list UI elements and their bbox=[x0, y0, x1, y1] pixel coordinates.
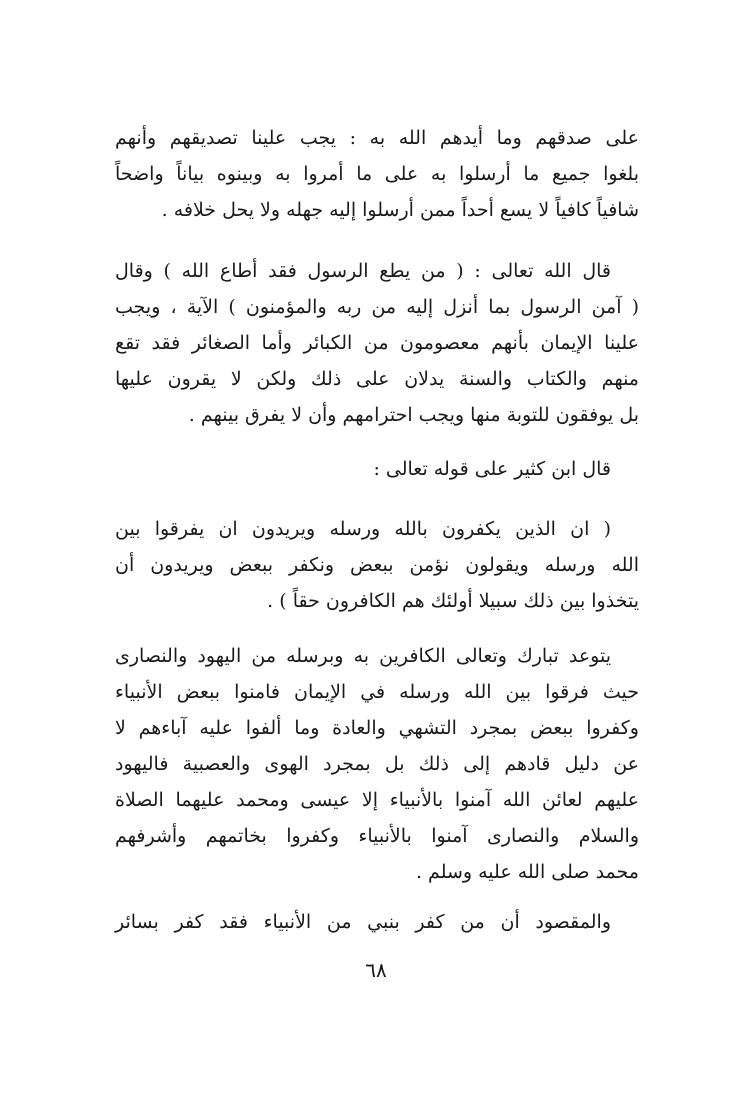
text-line: والمقصود أن من كفر بنبي من الأنبياء فقد كفر بسائر bbox=[115, 911, 611, 933]
text-line: الله ورسله ويقولون نؤمن ببعض ونكفر ببعض ويريدون أن bbox=[115, 554, 639, 576]
paragraph-1 bbox=[115, 120, 639, 228]
paragraph-3 bbox=[115, 451, 639, 487]
text-line: علينا الإيمان بأنهم معصومون من الكبائر وأما الصغائر فقد تقع bbox=[115, 332, 639, 354]
text-line: شافياً كافياً لا يسع أحداً ممن أرسلوا إليه جهله ولا يحل خلافه . bbox=[161, 199, 639, 221]
text-line: وكفروا ببعض بمجرد التشهي والعادة وما ألفوا عليه آباءهم لا bbox=[115, 717, 639, 739]
text-line: ( آمن الرسول بما أنزل إليه من ربه والمؤمنون ) الآية ، ويجب bbox=[115, 296, 639, 318]
page-number: ٦٨ bbox=[365, 958, 387, 982]
text-line: عليهم لعائن الله آمنوا بالأنبياء إلا عيسى ومحمد عليهما الصلاة bbox=[115, 789, 639, 811]
text-line: والسلام والنصارى آمنوا بالأنبياء وكفروا بخاتمهم وأشرفهم bbox=[115, 825, 639, 847]
paragraph-6 bbox=[115, 904, 639, 940]
paragraph-5 bbox=[115, 638, 639, 890]
text-line: محمد صلى الله عليه وسلم . bbox=[415, 861, 639, 883]
text-line: قال ابن كثير على قوله تعالى : bbox=[373, 458, 611, 480]
text-line: بلغوا جميع ما أرسلوا به على ما أمروا به وبينوه بياناً واضحاً bbox=[115, 163, 639, 185]
text-line: يتوعد تبارك وتعالى الكافرين به وبرسله من اليهود والنصارى bbox=[115, 645, 611, 667]
text-line: بل يوفقون للتوبة منها ويجب احترامهم وأن لا يفرق بينهم . bbox=[188, 404, 639, 426]
text-line: حيث فرقوا بين الله ورسله في الإيمان فامنوا ببعض الأنبياء bbox=[115, 681, 639, 703]
text-line: على صدقهم وما أيدهم الله به : يجب علينا تصديقهم وأنهم bbox=[115, 127, 639, 149]
text-line: ( ان الذين يكفرون بالله ورسله ويريدون ان يفرقوا بين bbox=[115, 518, 611, 540]
text-line: يتخذوا بين ذلك سبيلا أولئك هم الكافرون حقاً ) . bbox=[267, 590, 639, 612]
paragraph-4-quote bbox=[115, 511, 639, 619]
text-line: عن دليل قادهم إلى ذلك بل بمجرد الهوى والعصبية فاليهود bbox=[115, 753, 639, 775]
text-line: منهم والكتاب والسنة يدلان على ذلك ولكن لا يقرون عليها bbox=[115, 368, 639, 390]
paragraph-2 bbox=[115, 253, 639, 433]
text-line: قال الله تعالى : ( من يطع الرسول فقد أطاع الله ) وقال bbox=[115, 260, 611, 282]
